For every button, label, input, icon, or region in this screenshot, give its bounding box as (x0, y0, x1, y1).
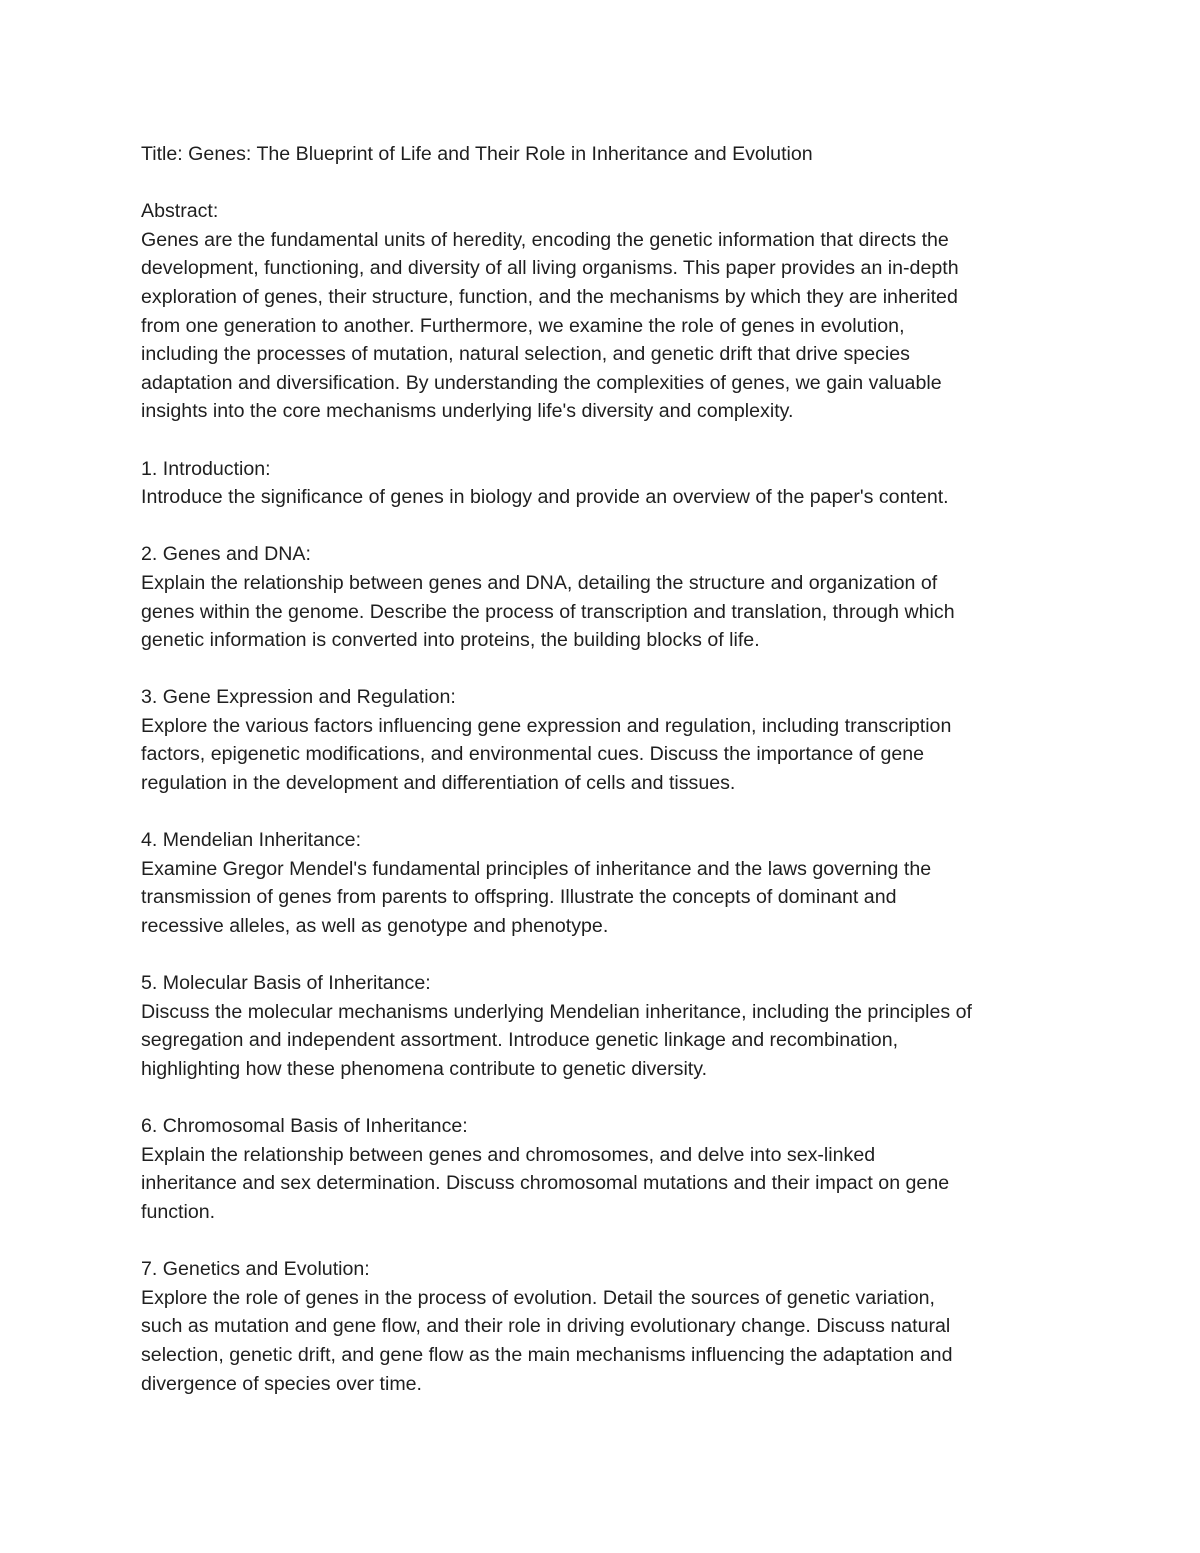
section-line: recessive alleles, as well as genotype and phenotype. (141, 915, 609, 938)
section-heading: 3. Gene Expression and Regulation: (141, 686, 456, 709)
section-line: selection, genetic drift, and gene flow as the main mechanisms influencing the adaptation and (141, 1343, 953, 1366)
abstract-line: exploration of genes, their structure, function, and the mechanisms by which they are inherited (141, 285, 958, 308)
abstract-line: including the processes of mutation, natural selection, and genetic drift that drive species (141, 343, 910, 366)
section-line: highlighting how these phenomena contribute to genetic diversity. (141, 1058, 708, 1080)
section-mendelian-inheritance (141, 826, 1071, 940)
document-body (141, 140, 1071, 1427)
abstract-block (141, 197, 1071, 426)
section-line: divergence of species over time. (141, 1372, 422, 1395)
section-line: Explore the various factors influencing gene expression and regulation, including transcription (141, 714, 952, 737)
abstract-line: adaptation and diversification. By understanding the complexities of genes, we gain valuable (141, 371, 942, 394)
section-introduction (141, 455, 1071, 512)
abstract-line: insights into the core mechanisms underlying life's diversity and complexity. (141, 400, 794, 423)
abstract-line: from one generation to another. Furthermore, we examine the role of genes in evolution, (141, 314, 905, 337)
section-chromosomal-basis (141, 1112, 1071, 1226)
section-molecular-basis (141, 969, 1071, 1083)
section-line: Explain the relationship between genes and DNA, detailing the structure and organization of (141, 571, 938, 594)
section-heading: 1. Introduction: (141, 457, 271, 480)
section-line: Explain the relationship between genes and chromosomes, and delve into sex-linked (141, 1143, 876, 1166)
section-line: Introduce the significance of genes in biology and provide an overview of the paper's content. (141, 486, 949, 509)
section-line: function. (141, 1200, 216, 1223)
section-gene-expression (141, 683, 1071, 797)
section-heading: 5. Molecular Basis of Inheritance: (141, 972, 431, 995)
section-heading: 7. Genetics and Evolution: (141, 1258, 370, 1281)
abstract-heading: Abstract: (141, 200, 219, 223)
section-line: factors, epigenetic modifications, and environmental cues. Discuss the importance of gene (141, 743, 925, 766)
section-heading: 6. Chromosomal Basis of Inheritance: (141, 1115, 468, 1138)
section-heading: 4. Mendelian Inheritance: (141, 829, 362, 852)
section-line: segregation and independent assortment. Introduce genetic linkage and recombination, (141, 1029, 899, 1052)
document-title: Title: Genes: The Blueprint of Life and Their Role in Inheritance and Evolution (141, 143, 813, 165)
section-heading: 2. Genes and DNA: (141, 543, 311, 566)
section-line: Explore the role of genes in the process of evolution. Detail the sources of genetic variation, (141, 1286, 936, 1309)
abstract-line: development, functioning, and diversity of all living organisms. This paper provides an in-depth (141, 257, 959, 280)
section-genetics-and-evolution (141, 1255, 1071, 1398)
abstract-line: Genes are the fundamental units of heredity, encoding the genetic information that directs the (141, 228, 949, 251)
section-line: inheritance and sex determination. Discuss chromosomal mutations and their impact on gene (141, 1172, 950, 1195)
section-line: transmission of genes from parents to offspring. Illustrate the concepts of dominant and (141, 886, 897, 909)
section-line: regulation in the development and differentiation of cells and tissues. (141, 772, 736, 795)
section-line: genetic information is converted into proteins, the building blocks of life. (141, 629, 760, 652)
title-block (141, 140, 1071, 169)
section-line: Discuss the molecular mechanisms underlying Mendelian inheritance, including the principles of (141, 1000, 972, 1023)
section-line: genes within the genome. Describe the process of transcription and translation, through which (141, 600, 955, 623)
section-genes-and-dna (141, 540, 1071, 654)
section-line: such as mutation and gene flow, and their role in driving evolutionary change. Discuss natural (141, 1315, 951, 1338)
section-line: Examine Gregor Mendel's fundamental principles of inheritance and the laws governing the (141, 857, 932, 880)
